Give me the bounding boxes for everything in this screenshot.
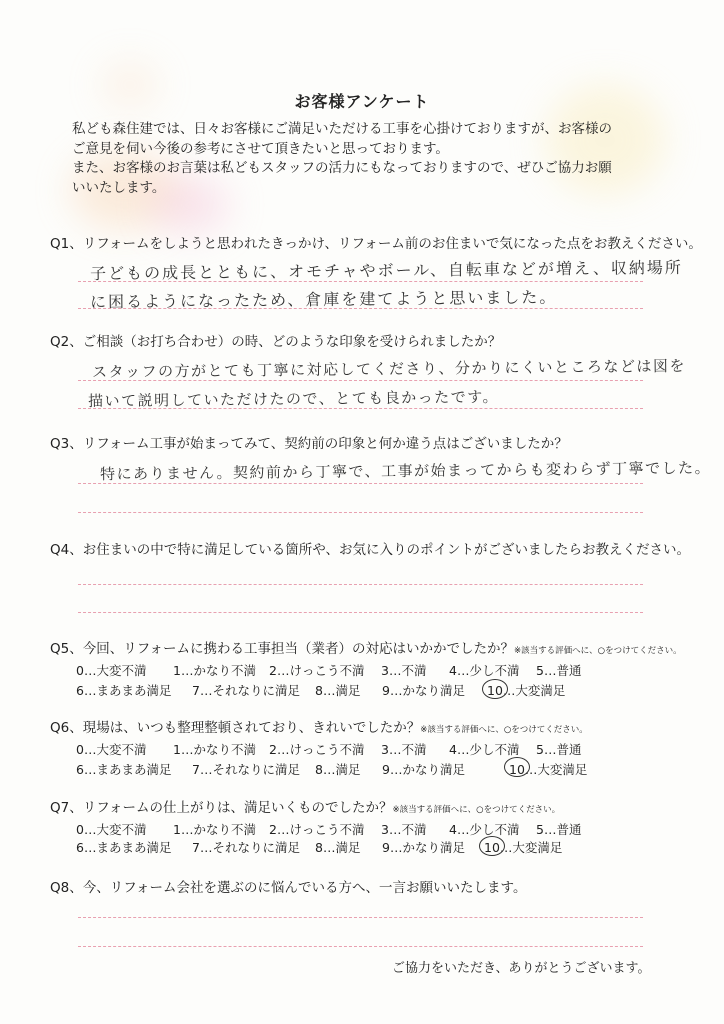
question-6: Q6、現場は、いつも整理整頓されており、きれいでしたか？※該当する評価へに、○をつけてください。 [50, 720, 588, 736]
intro-text: 私ども森住建では、日々お客様にご満足いただける工事を心掛けておりますが、お客様の ご意見を伺い今後の参考にさせて頂きたいと思っております。 また、お客様のお言葉は私どもスタッフの活力にもなっておりますので、ぜひご協力お願 いいたします。 [72, 121, 612, 196]
rating-option-5[interactable]: 5…普通 [536, 663, 582, 678]
rating-option-7[interactable]: 7…それなりに満足 [192, 840, 300, 855]
selected-circle-mark [479, 836, 505, 856]
rating-option-1[interactable]: 1…かなり不満 [173, 822, 256, 837]
rating-option-6[interactable]: 6…まあまあ満足 [76, 683, 172, 698]
rating-option-1[interactable]: 1…かなり不満 [173, 663, 256, 678]
rating-row-1 [76, 661, 616, 679]
answer-line [78, 380, 643, 381]
answer-2-line-1: スタッフの方がとても丁寧に対応してくださり、分かりにくいところなどは図を [91, 356, 687, 382]
rating-row-1 [76, 740, 616, 758]
rating-option-8[interactable]: 8…満足 [315, 762, 361, 777]
selected-circle-mark [482, 679, 508, 699]
rating-note: ※該当する評価へに、○をつけてください。 [392, 805, 561, 815]
page-title: お客様アンケート [294, 92, 430, 111]
rating-option-1[interactable]: 1…かなり不満 [173, 742, 256, 757]
rating-option-3[interactable]: 3…不満 [381, 742, 427, 757]
rating-option-8[interactable]: 8…満足 [315, 840, 361, 855]
rating-option-0[interactable]: 0…大変不満 [76, 742, 147, 757]
rating-option-4[interactable]: 4…少し不満 [449, 742, 520, 757]
answer-line [78, 483, 643, 484]
question-3: Q3、リフォーム工事が始まってみて、契約前の印象と何か違う点はございましたか？ [50, 436, 568, 452]
question-5: Q5、今回、リフォームに携わる工事担当（業者）の対応はいかかでしたか？※該当する評価へに、○をつけてください。 [50, 641, 682, 657]
answer-line [78, 512, 643, 513]
rating-row-2 [76, 838, 616, 856]
rating-option-2[interactable]: 2…けっこう不満 [269, 822, 365, 837]
answer-1-line-1: 子どもの成長とともに、オモチャやボール、自転車などが増え、収納場所 [89, 257, 683, 284]
rating-option-2[interactable]: 2…けっこう不満 [269, 742, 365, 757]
rating-row-2 [76, 681, 616, 699]
question-2: Q2、ご相談（お打ち合わせ）の時、どのような印象を受けられましたか？ [50, 334, 502, 350]
rating-option-5[interactable]: 5…普通 [536, 742, 582, 757]
closing-message: ご協力をいただき、ありがとうございます。 [392, 961, 651, 976]
question-8: Q8、今、リフォーム会社を選ぶのに悩んでいる方へ、一言お願いいたします。 [50, 880, 527, 896]
rating-row-2 [76, 760, 616, 778]
rating-note: ※該当する評価へに、○をつけてください。 [514, 646, 682, 656]
rating-option-4[interactable]: 4…少し不満 [449, 822, 520, 837]
question-4: Q4、お住まいの中で特に満足している箇所や、お気に入りのポイントがございましたらお教えください。 [50, 542, 690, 558]
answer-line [78, 584, 643, 585]
rating-option-10-selected[interactable]: 10…大変満足 [484, 838, 562, 856]
answer-line [78, 281, 643, 282]
rating-option-7[interactable]: 7…それなりに満足 [192, 762, 300, 777]
rating-option-3[interactable]: 3…不満 [381, 822, 427, 837]
rating-row-1 [76, 820, 616, 838]
rating-option-6[interactable]: 6…まあまあ満足 [76, 762, 172, 777]
selected-circle-mark [504, 757, 530, 777]
rating-option-2[interactable]: 2…けっこう不満 [269, 663, 365, 678]
rating-option-8[interactable]: 8…満足 [315, 683, 361, 698]
rating-option-10-selected[interactable]: 10…大変満足 [487, 681, 565, 699]
rating-option-5[interactable]: 5…普通 [536, 822, 582, 837]
rating-option-9[interactable]: 9…かなり満足 [382, 683, 465, 698]
rating-option-10-selected[interactable]: 10…大変満足 [509, 760, 587, 778]
rating-option-6[interactable]: 6…まあまあ満足 [76, 840, 172, 855]
question-7: Q7、リフォームの仕上がりは、満足いくものでしたか？※該当する評価へに、○をつけてください。 [50, 800, 561, 816]
rating-option-3[interactable]: 3…不満 [381, 663, 427, 678]
question-1: Q1、リフォームをしようと思われたきっかけ、リフォーム前のお住まいで気になった点をお教えください。 [50, 236, 702, 252]
rating-option-9[interactable]: 9…かなり満足 [382, 840, 465, 855]
rating-option-4[interactable]: 4…少し不満 [449, 663, 520, 678]
answer-line [78, 408, 643, 409]
answer-line [78, 946, 643, 947]
answer-line [78, 917, 643, 918]
rating-option-0[interactable]: 0…大変不満 [76, 663, 147, 678]
answer-1-line-2: に困るようになったため、倉庫を建てようと思いました。 [89, 287, 558, 312]
answer-3-line-1: 特にありません。契約前から丁寧で、工事が始まってからも変わらず丁寧でした。 [99, 458, 712, 484]
rating-note: ※該当する評価へに、○をつけてください。 [420, 725, 588, 735]
answer-line [78, 308, 643, 309]
answer-2-line-2: 描いて説明していただけたので、とても良かったです。 [87, 387, 500, 411]
answer-line [78, 612, 643, 613]
rating-option-9[interactable]: 9…かなり満足 [382, 762, 465, 777]
rating-option-0[interactable]: 0…大変不満 [76, 822, 147, 837]
rating-option-7[interactable]: 7…それなりに満足 [192, 683, 300, 698]
